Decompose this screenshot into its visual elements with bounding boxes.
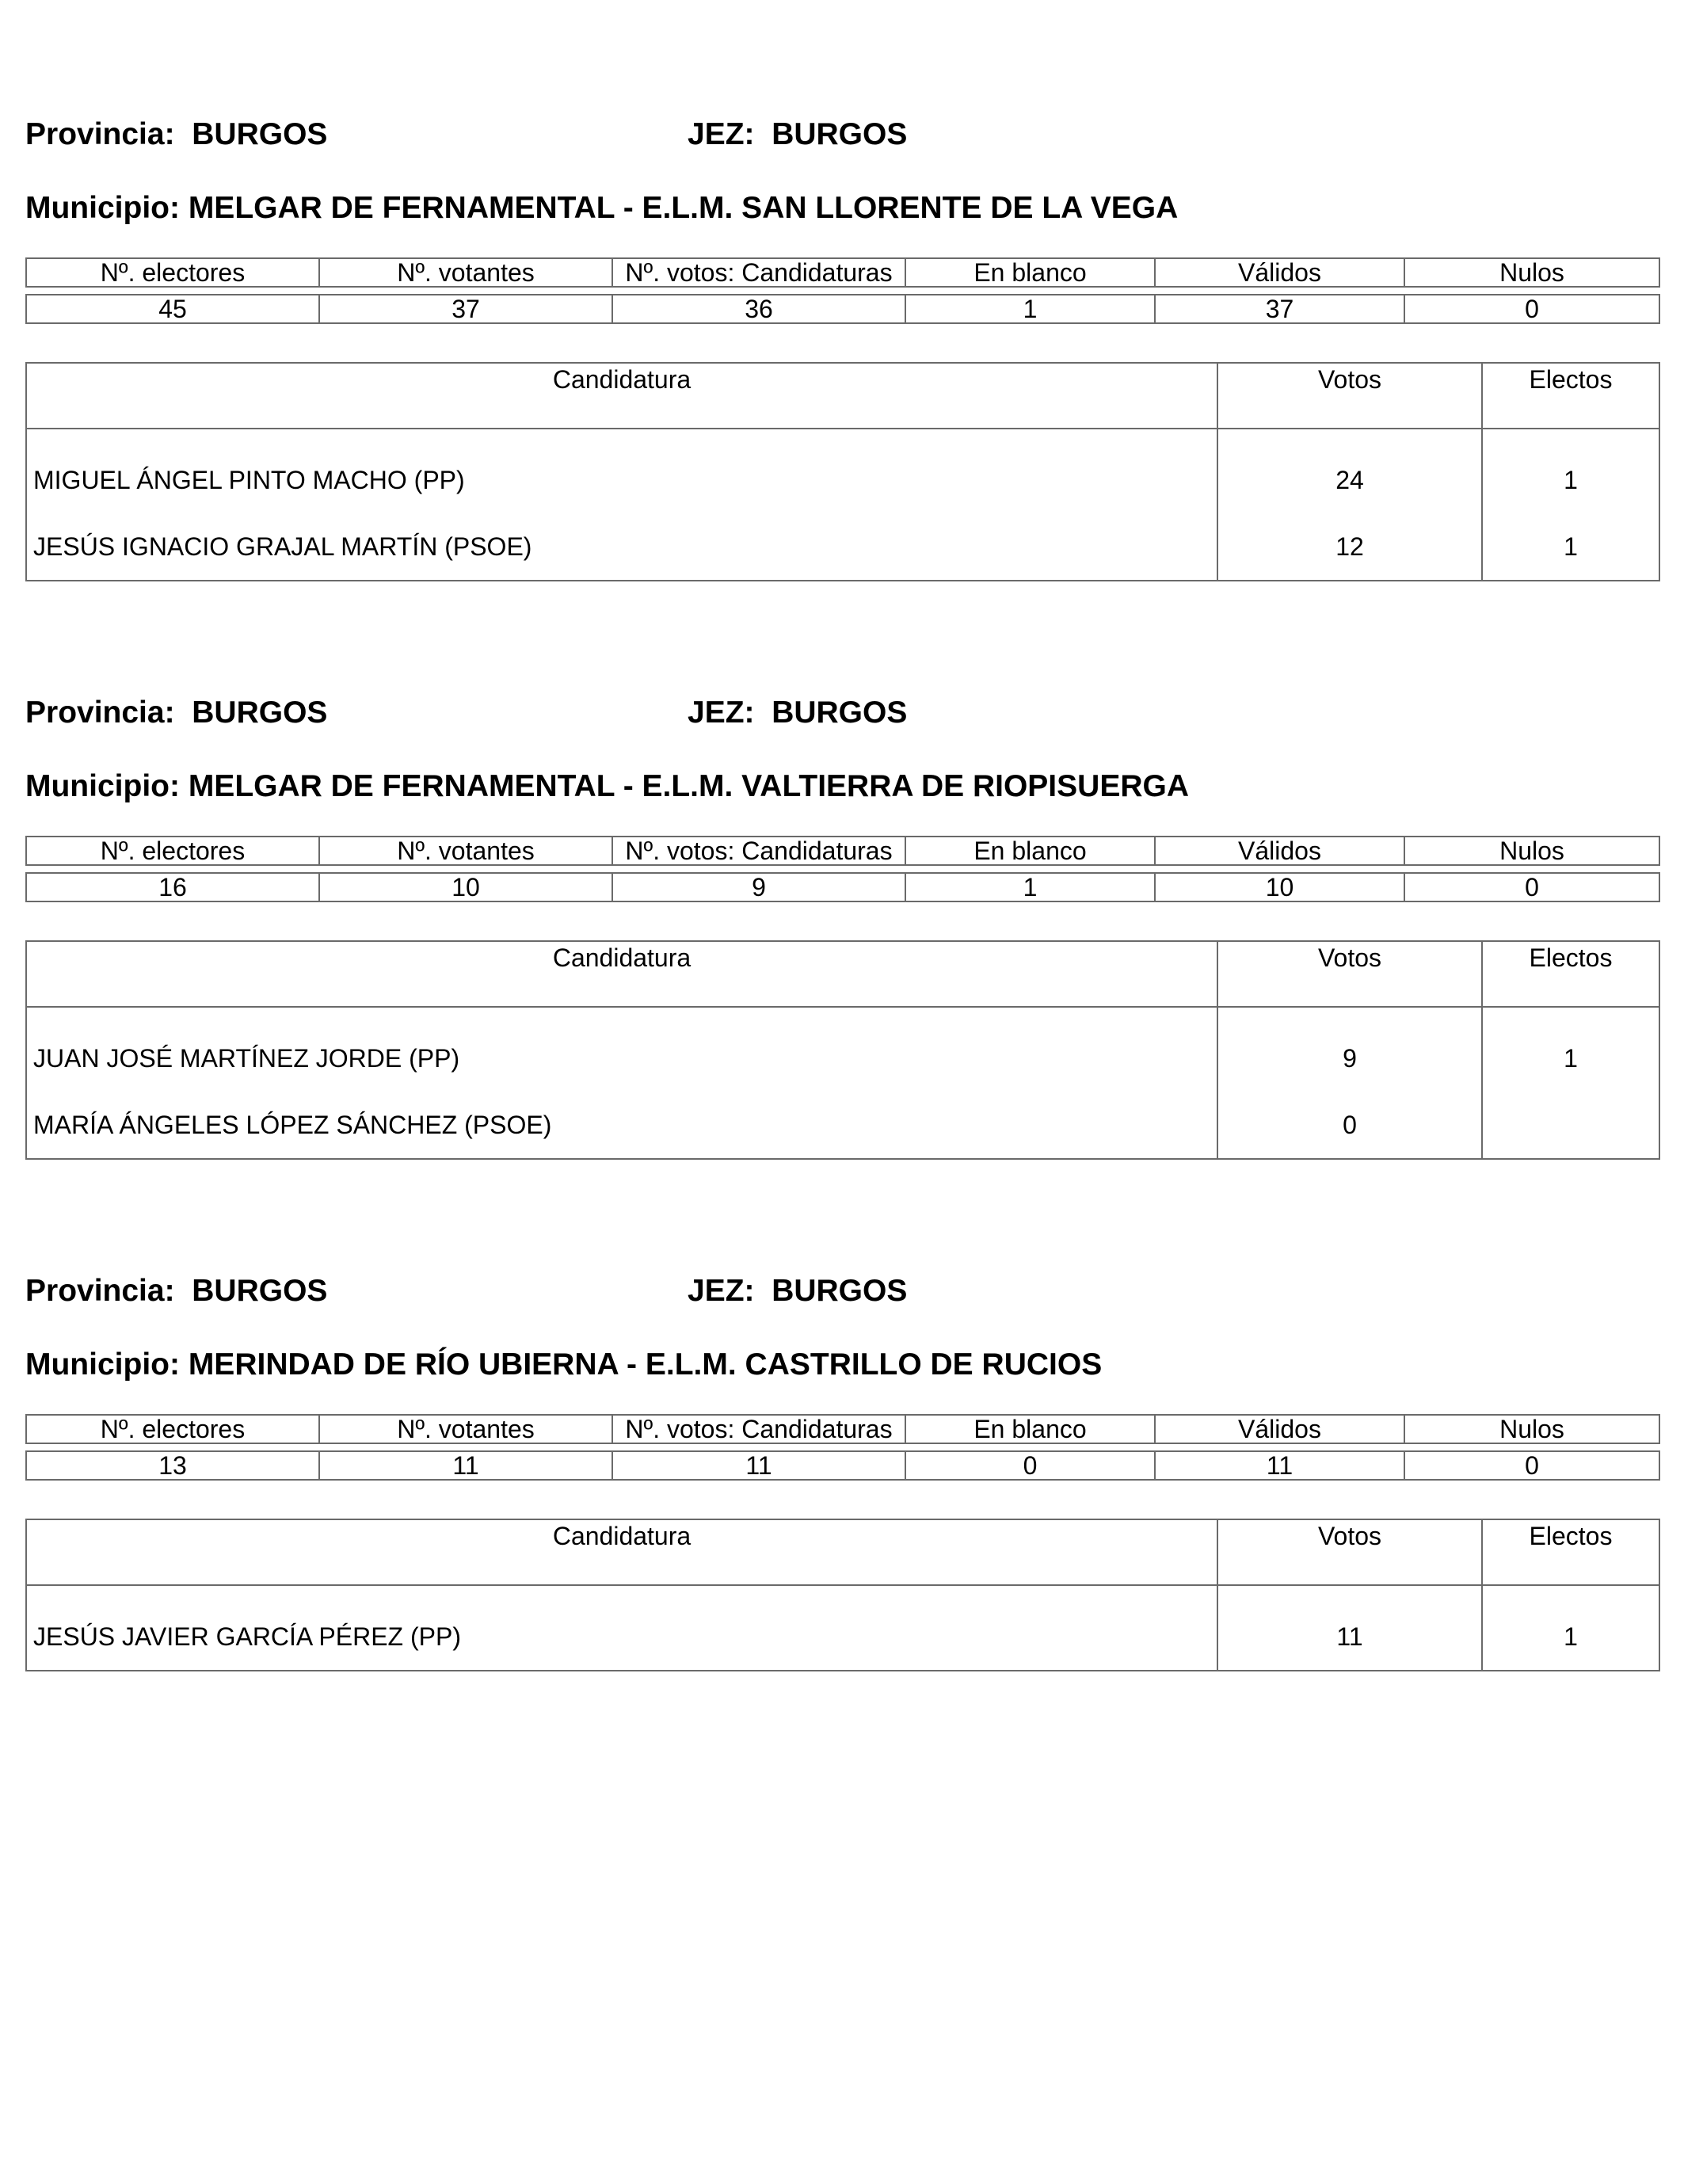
candidates-header-electos: Electos [1482, 363, 1659, 429]
candidate-row [26, 1007, 1659, 1092]
candidate-votos: 24 [1217, 429, 1482, 513]
jez-value: BURGOS [772, 117, 908, 151]
stats-header-nulos: Nulos [1404, 1415, 1659, 1443]
candidates-header-candidatura: Candidatura [26, 1519, 1217, 1585]
municipio-value: MELGAR DE FERNAMENTAL - E.L.M. SAN LLORENTE DE LA VEGA [188, 191, 1179, 225]
candidate-votos: 0 [1217, 1092, 1482, 1159]
stats-value-votantes: 11 [319, 1451, 612, 1480]
stats-header-row [26, 1415, 1659, 1443]
stats-value-electores: 45 [26, 295, 319, 323]
jez-label: JEZ: [688, 696, 755, 730]
candidates-header-candidatura: Candidatura [26, 941, 1217, 1007]
candidates-header-votos: Votos [1217, 1519, 1482, 1585]
stats-header-nulos: Nulos [1404, 258, 1659, 287]
stats-value-votos-candidaturas: 36 [612, 295, 905, 323]
candidates-header-row [26, 363, 1659, 429]
stats-value-electores: 16 [26, 873, 319, 901]
candidate-row [26, 513, 1659, 581]
candidates-header-votos: Votos [1217, 941, 1482, 1007]
candidates-header-electos: Electos [1482, 941, 1659, 1007]
stats-value-validos: 37 [1155, 295, 1404, 323]
provincia-value: BURGOS [192, 696, 328, 730]
stats-header-votos-candidaturas: Nº. votos: Candidaturas [612, 258, 905, 287]
stats-header-votos-candidaturas: Nº. votos: Candidaturas [612, 1415, 905, 1443]
stats-value-nulos: 0 [1404, 295, 1659, 323]
stats-header-en-blanco: En blanco [905, 258, 1155, 287]
jez-label: JEZ: [688, 117, 755, 151]
candidates-header-electos: Electos [1482, 1519, 1659, 1585]
candidate-electos: 1 [1482, 1007, 1659, 1092]
stats-header-votantes: Nº. votantes [319, 258, 612, 287]
stats-value-en-blanco: 0 [905, 1451, 1155, 1480]
candidate-row [26, 1092, 1659, 1159]
stats-header-validos: Válidos [1155, 258, 1404, 287]
candidate-electos: 1 [1482, 513, 1659, 581]
stats-value-en-blanco: 1 [905, 295, 1155, 323]
stats-header-validos: Válidos [1155, 1415, 1404, 1443]
stats-header-row [26, 837, 1659, 865]
provincia-line [25, 1275, 327, 1306]
provincia-label: Provincia: [25, 696, 175, 730]
stats-header-row [26, 258, 1659, 287]
provincia-value: BURGOS [192, 1274, 328, 1308]
jez-line [688, 1275, 907, 1306]
stats-value-row [26, 873, 1659, 901]
provincia-label: Provincia: [25, 117, 175, 151]
jez-value: BURGOS [772, 1274, 908, 1308]
candidates-header-candidatura: Candidatura [26, 363, 1217, 429]
jez-line [688, 119, 907, 150]
stats-header-electores: Nº. electores [26, 837, 319, 865]
provincia-value: BURGOS [192, 117, 328, 151]
stats-value-en-blanco: 1 [905, 873, 1155, 901]
candidate-name: JUAN JOSÉ MARTÍNEZ JORDE (PP) [26, 1007, 1217, 1092]
candidate-name: MARÍA ÁNGELES LÓPEZ SÁNCHEZ (PSOE) [26, 1092, 1217, 1159]
candidates-table [25, 362, 1660, 581]
stats-table [25, 257, 1660, 324]
municipio-line [25, 1349, 1102, 1380]
stats-value-votos-candidaturas: 9 [612, 873, 905, 901]
candidate-electos: 1 [1482, 1585, 1659, 1671]
candidate-electos [1482, 1092, 1659, 1159]
stats-header-votantes: Nº. votantes [319, 1415, 612, 1443]
candidate-name: MIGUEL ÁNGEL PINTO MACHO (PP) [26, 429, 1217, 513]
candidate-votos: 12 [1217, 513, 1482, 581]
stats-header-en-blanco: En blanco [905, 837, 1155, 865]
municipio-value: MERINDAD DE RÍO UBIERNA - E.L.M. CASTRILLO DE RUCIOS [188, 1347, 1103, 1382]
candidate-row [26, 429, 1659, 513]
jez-value: BURGOS [772, 696, 908, 730]
municipio-value: MELGAR DE FERNAMENTAL - E.L.M. VALTIERRA DE RIOPISUERGA [188, 769, 1189, 803]
stats-value-votantes: 37 [319, 295, 612, 323]
candidates-table [25, 940, 1660, 1160]
candidate-electos: 1 [1482, 429, 1659, 513]
stats-value-row [26, 1451, 1659, 1480]
candidate-votos: 9 [1217, 1007, 1482, 1092]
provincia-label: Provincia: [25, 1274, 175, 1308]
provincia-line [25, 697, 327, 728]
stats-value-votantes: 10 [319, 873, 612, 901]
municipio-label: Municipio: [25, 191, 180, 225]
stats-header-electores: Nº. electores [26, 1415, 319, 1443]
candidates-header-row [26, 941, 1659, 1007]
stats-value-votos-candidaturas: 11 [612, 1451, 905, 1480]
municipio-line [25, 192, 1178, 223]
candidate-name: JESÚS JAVIER GARCÍA PÉREZ (PP) [26, 1585, 1217, 1671]
municipio-line [25, 771, 1189, 802]
stats-header-electores: Nº. electores [26, 258, 319, 287]
stats-value-electores: 13 [26, 1451, 319, 1480]
stats-header-en-blanco: En blanco [905, 1415, 1155, 1443]
stats-value-nulos: 0 [1404, 873, 1659, 901]
stats-header-votos-candidaturas: Nº. votos: Candidaturas [612, 837, 905, 865]
candidates-table [25, 1519, 1660, 1671]
stats-header-votantes: Nº. votantes [319, 837, 612, 865]
stats-header-validos: Válidos [1155, 837, 1404, 865]
candidate-name: JESÚS IGNACIO GRAJAL MARTÍN (PSOE) [26, 513, 1217, 581]
jez-line [688, 697, 907, 728]
candidates-header-row [26, 1519, 1659, 1585]
municipio-label: Municipio: [25, 769, 180, 803]
provincia-line [25, 119, 327, 150]
stats-value-validos: 10 [1155, 873, 1404, 901]
candidates-header-votos: Votos [1217, 363, 1482, 429]
stats-value-row [26, 295, 1659, 323]
candidate-row [26, 1585, 1659, 1671]
stats-value-nulos: 0 [1404, 1451, 1659, 1480]
stats-header-nulos: Nulos [1404, 837, 1659, 865]
candidate-votos: 11 [1217, 1585, 1482, 1671]
jez-label: JEZ: [688, 1274, 755, 1308]
stats-value-validos: 11 [1155, 1451, 1404, 1480]
stats-table [25, 1414, 1660, 1481]
municipio-label: Municipio: [25, 1347, 180, 1382]
stats-table [25, 836, 1660, 902]
